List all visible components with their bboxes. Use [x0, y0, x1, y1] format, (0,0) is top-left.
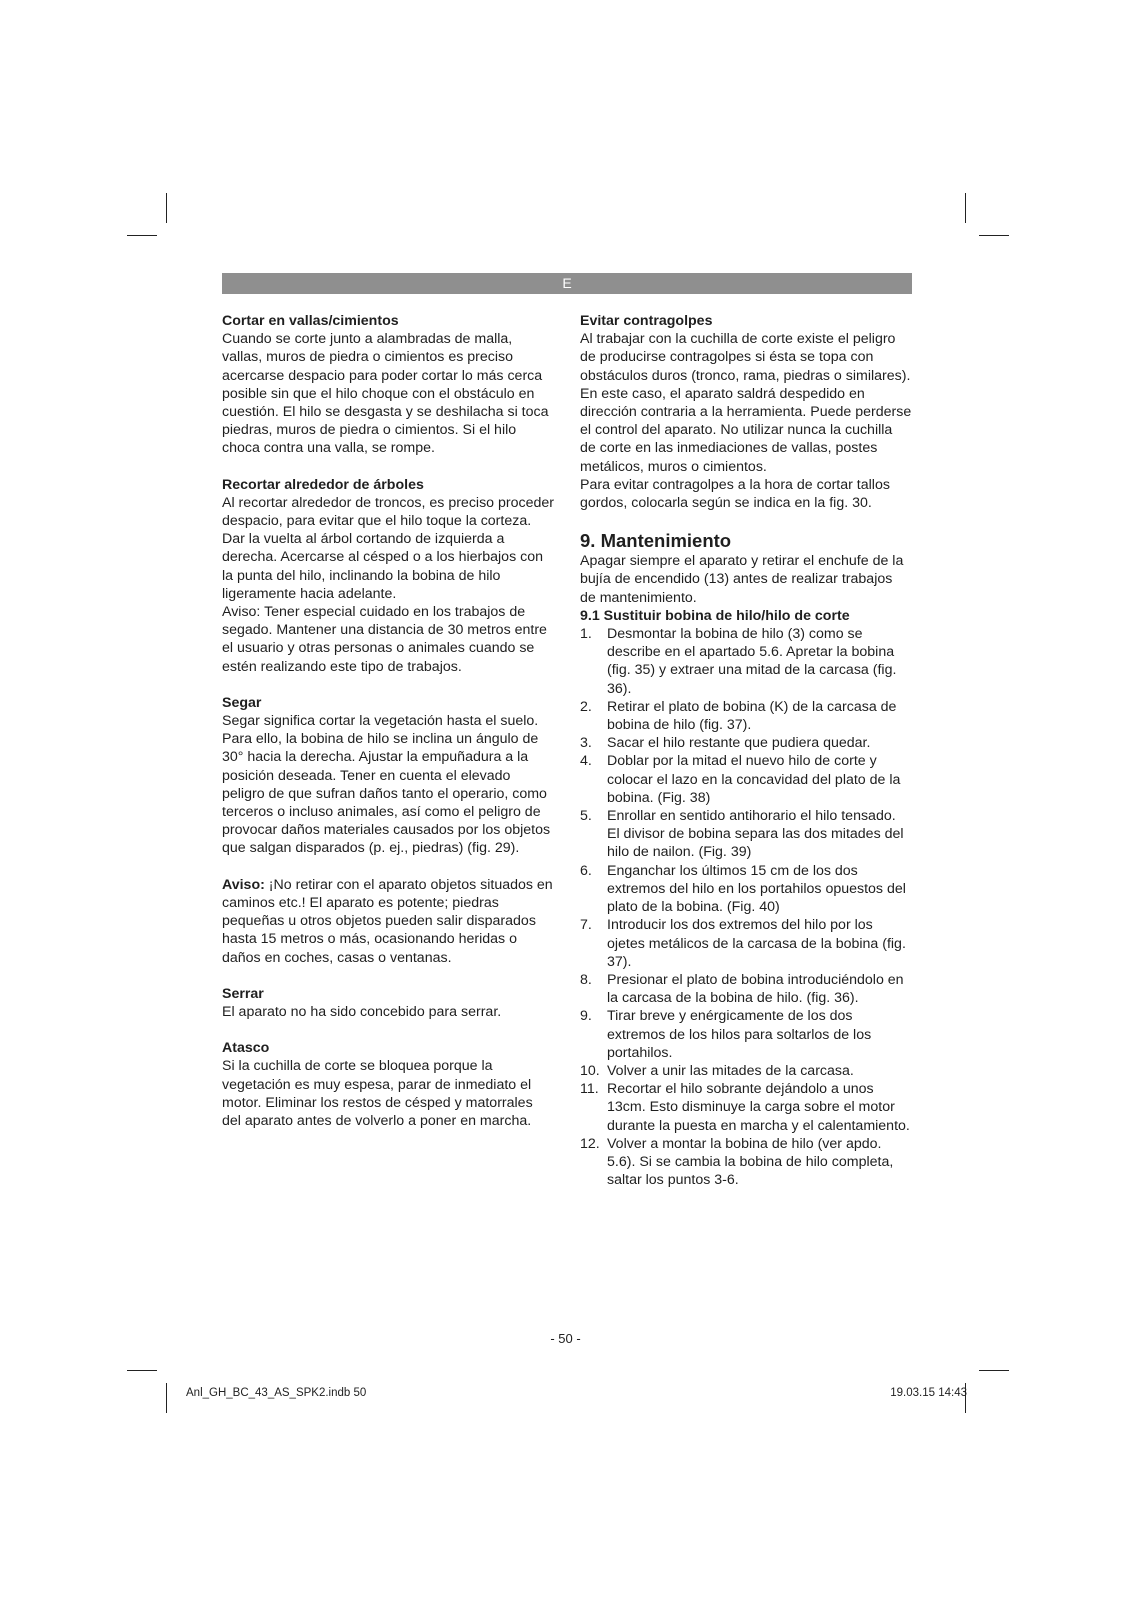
step-item — [580, 625, 912, 698]
step-number: 4. — [580, 753, 592, 770]
step-item — [580, 971, 912, 1007]
crop-mark — [979, 235, 1009, 236]
step-item — [580, 734, 912, 752]
step-number: 3. — [580, 735, 592, 752]
step-number: 10. — [580, 1062, 600, 1079]
step-number: 5. — [580, 808, 592, 825]
step-number: 6. — [580, 862, 592, 879]
step-item — [580, 862, 912, 917]
step-number: 2. — [580, 698, 592, 715]
footer-datetime: 19.03.15 14:43 — [890, 1387, 967, 1399]
section-mowing — [222, 694, 554, 858]
step-item — [580, 698, 912, 734]
step-number: 7. — [580, 917, 592, 934]
step-item — [580, 1080, 912, 1135]
crop-mark — [979, 1370, 1009, 1371]
steps-list — [580, 625, 912, 1189]
section-title: Recortar alrededor de árboles — [222, 476, 424, 493]
warning-text: ¡No retirar con el aparato objetos situados en caminos etc.! El aparato es potente; piedras pequeñas u otros objetos pueden salir disparados hasta 15 metros o más, ocasionando heridas o daños en coches, casas o ventanas. — [222, 876, 553, 966]
section-title: Cortar en vallas/cimientos — [222, 313, 399, 329]
section-fences — [222, 312, 554, 458]
language-bar: E — [222, 273, 912, 294]
step-item — [580, 1007, 912, 1062]
step-item — [580, 752, 912, 807]
step-number: 8. — [580, 971, 592, 988]
chapter-heading: 9. Mantenimiento — [580, 530, 732, 552]
paragraph: Para evitar contragolpes a la hora de cortar tallos gordos, colocarla según se indica en la fig. 30. — [580, 476, 890, 512]
paragraph: Si la cuchilla de corte se bloquea porque la vegetación es muy espesa, parar de inmediato el motor. Eliminar los restos de césped y matorrales del aparato antes de volverlo a poner en marcha. — [222, 1058, 533, 1129]
step-text: Volver a unir las mitades de la carcasa. — [607, 1062, 854, 1079]
crop-mark — [127, 1370, 157, 1371]
right-column — [580, 312, 912, 1189]
paragraph: Segar significa cortar la vegetación hasta el suelo. Para ello, la bobina de hilo se inclina un ángulo de 30° hacia la derecha. Ajustar la empuñadura a la posición deseada. Tener en cuenta el elevado peligro de que sufran daños tanto el operario, como terceros o incluso animales, así como el peligro de provocar daños materiales causados por los objetos que salgan disparados (p. ej., piedras) (fig. 29). — [222, 713, 551, 857]
subsection-title: 9.1 Sustituir bobina de hilo/hilo de corte — [580, 607, 850, 624]
left-column — [222, 312, 554, 1148]
step-text: Tirar breve y enérgicamente de los dos extremos de los hilos para soltarlos de los portahilos. — [607, 1008, 872, 1061]
section-jam — [222, 1039, 554, 1130]
step-item — [580, 1062, 912, 1080]
step-text: Enganchar los últimos 15 cm de los dos extremos del hilo en los portahilos opuestos del plato de la bobina. (Fig. 40) — [607, 862, 906, 916]
paragraph: Aviso: Tener especial cuidado en los trabajos de segado. Mantener una distancia de 30 metros entre el usuario y otras personas o animales cuando se estén realizando este tipo de trabajos. — [222, 604, 547, 675]
step-text: Enrollar en sentido antihorario el hilo tensado. El divisor de bobina separa las dos mitades del hilo de nailon. (Fig. 39) — [607, 808, 904, 861]
step-text: Recortar el hilo sobrante dejándolo a unos 13cm. Esto disminuye la carga sobre el motor durante la puesta en marcha y el calentamiento. — [607, 1081, 910, 1134]
paragraph: Al trabajar con la cuchilla de corte existe el peligro de producirse contragolpes si ésta se topa con obstáculos duros (tronco, rama, piedras o similares). En este caso, el aparato saldrá despedido en dirección contraria a la herramienta. Puede perderse el control del aparato. No utilizar nunca la cuchilla de corte en las inmediaciones de vallas, postes metálicos, muros o cimientos. — [580, 331, 912, 475]
step-number: 12. — [580, 1135, 600, 1152]
crop-mark — [127, 235, 157, 236]
step-text: Introducir los dos extremos del hilo por los ojetes metálicos de la carcasa de la bobina (fig. 37). — [607, 917, 906, 970]
step-text: Desmontar la bobina de hilo (3) como se describe en el apartado 5.6. Apretar la bobina (fig. 35) y extraer una mitad de la carcasa (fig. 36). — [607, 626, 897, 697]
step-number: 11. — [580, 1081, 599, 1098]
section-title: Serrar — [222, 985, 264, 1002]
chapter-intro: Apagar siempre el aparato y retirar el enchufe de la bujía de encendido (13) antes de realizar trabajos de mantenimiento. — [580, 553, 904, 606]
section-trees — [222, 476, 554, 676]
paragraph: Al recortar alrededor de troncos, es preciso proceder despacio, para evitar que el hilo toque la corteza. Dar la vuelta al árbol cortando de izquierda a derecha. Acercarse al césped o a los hierbajos con la punta del hilo, inclinando la bobina de hilo ligeramente hacia adelante. — [222, 494, 554, 602]
step-number: 1. — [580, 626, 592, 643]
step-text: Retirar el plato de bobina (K) de la carcasa de bobina de hilo (fig. 37). — [607, 698, 897, 734]
crop-mark — [166, 193, 167, 223]
warning-label: Aviso: — [222, 876, 265, 893]
section-title: Segar — [222, 694, 262, 711]
section-sawing — [222, 985, 554, 1021]
paragraph: El aparato no ha sido concebido para serrar. — [222, 1003, 502, 1020]
crop-mark — [166, 1383, 167, 1413]
crop-mark — [965, 193, 966, 223]
step-text: Sacar el hilo restante que pudiera quedar. — [607, 735, 871, 752]
section-title: Evitar contragolpes — [580, 313, 713, 329]
footer-file: Anl_GH_BC_43_AS_SPK2.indb 50 — [186, 1387, 367, 1399]
step-item — [580, 916, 912, 971]
warning-note — [222, 876, 554, 967]
step-item — [580, 807, 912, 862]
step-text: Presionar el plato de bobina introduciéndolo en la carcasa de la bobina de hilo. (fig. 36). — [607, 971, 904, 1007]
step-number: 9. — [580, 1008, 592, 1025]
step-item — [580, 1135, 912, 1190]
page-number: - 50 - — [550, 1331, 581, 1346]
paragraph: Cuando se corte junto a alambradas de malla, vallas, muros de piedra o cimientos es preciso acercarse despacio para poder cortar lo más cerca posible sin que el hilo choque con el obstáculo en cuestión. El hilo se desgasta y se deshilacha si toca piedras, muros de piedra o cimientos. Si el hilo choca contra una valla, se rompe. — [222, 331, 549, 457]
step-text: Volver a montar la bobina de hilo (ver apdo. 5.6). Si se cambia la bobina de hilo completa, saltar los puntos 3-6. — [607, 1135, 894, 1189]
section-title: Atasco — [222, 1040, 270, 1057]
step-text: Doblar por la mitad el nuevo hilo de corte y colocar el lazo en la concavidad del plato de la bobina. (Fig. 38) — [607, 753, 901, 806]
section-kickback — [580, 312, 912, 512]
